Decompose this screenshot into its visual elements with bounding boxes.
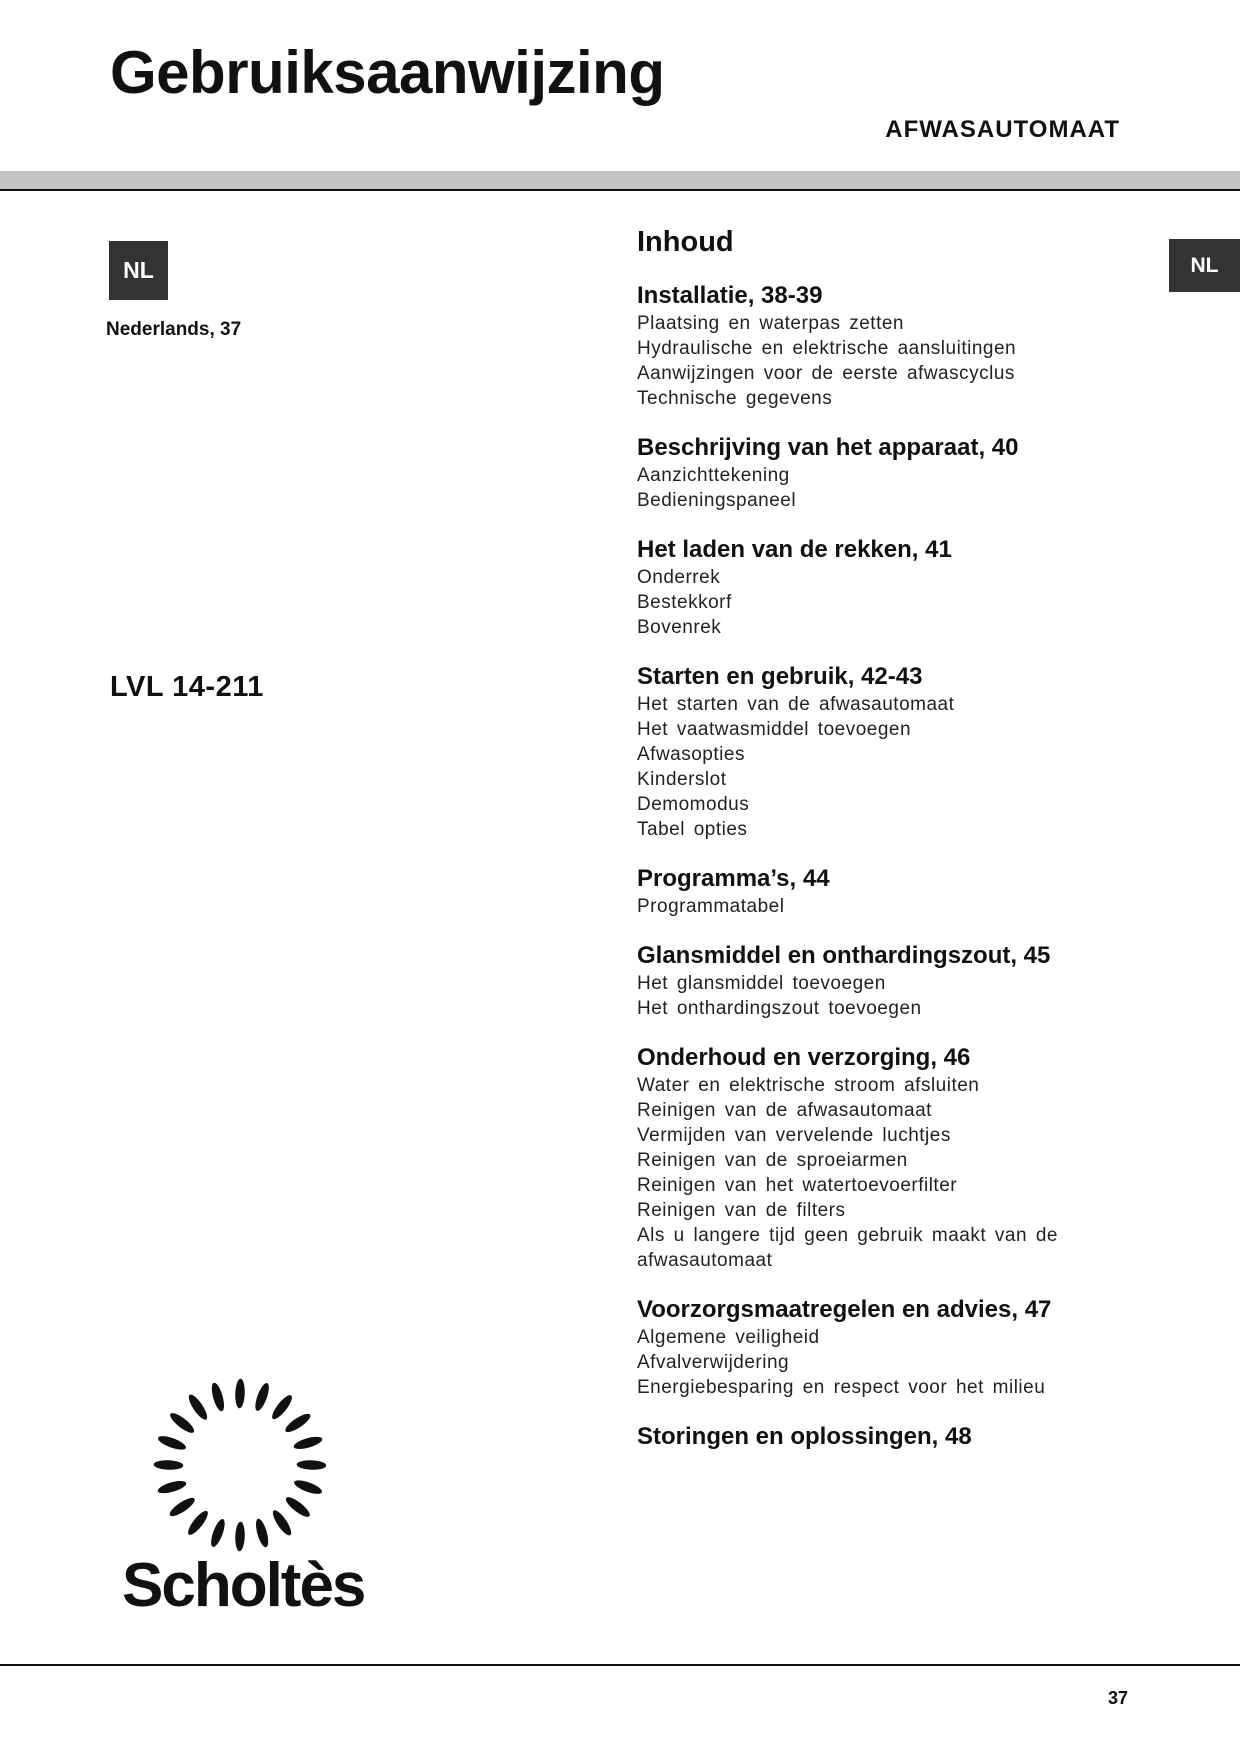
toc-section-title: Het laden van de rekken, 41 bbox=[637, 536, 952, 563]
toc-section bbox=[637, 433, 1107, 513]
toc-item: Reinigen van het watertoevoerfilter bbox=[637, 1175, 958, 1196]
toc-section-title: Installatie, 38-39 bbox=[637, 282, 823, 309]
toc-item: Plaatsing en waterpas zetten bbox=[637, 313, 904, 334]
toc-item: Het starten van de afwasautomaat bbox=[637, 694, 955, 715]
toc-item: Het onthardingszout toevoegen bbox=[637, 998, 922, 1019]
sun-ray bbox=[185, 1509, 212, 1536]
footer-divider bbox=[0, 1664, 1240, 1666]
toc-section-list bbox=[637, 281, 1107, 1452]
product-type: AFWASAUTOMAAT bbox=[885, 116, 1120, 143]
toc-section-title: Storingen en oplossingen, 48 bbox=[637, 1423, 972, 1450]
toc-section-title: Programma’s, 44 bbox=[637, 865, 830, 892]
toc-item: Bovenrek bbox=[637, 617, 722, 638]
sun-ray bbox=[158, 1433, 186, 1452]
header-divider-bar bbox=[0, 171, 1240, 191]
sun-ray bbox=[208, 1519, 227, 1547]
brand-name: Scholtès bbox=[122, 1551, 365, 1620]
page-title: Gebruiksaanwijzing bbox=[110, 39, 665, 106]
toc-item: Bestekkorf bbox=[637, 592, 732, 613]
language-page-reference: Nederlands, 37 bbox=[106, 319, 242, 340]
sun-ray bbox=[155, 1479, 189, 1496]
toc-item: Afvalverwijdering bbox=[637, 1352, 790, 1373]
sun-ray bbox=[253, 1383, 272, 1411]
toc-item: Kinderslot bbox=[637, 769, 727, 790]
sun-ray bbox=[270, 1507, 293, 1539]
sun-ray bbox=[235, 1377, 245, 1410]
toc-item: afwasautomaat bbox=[637, 1250, 773, 1271]
toc-item: Energiebesparing en respect voor het milieu bbox=[637, 1377, 1046, 1398]
toc-item: Bedieningspaneel bbox=[637, 490, 797, 511]
toc-section-title: Beschrijving van het apparaat, 40 bbox=[637, 434, 1019, 461]
toc-item: Aanwijzingen voor de eerste afwascyclus bbox=[637, 363, 1015, 384]
toc-item: Programmatabel bbox=[637, 896, 785, 917]
table-of-contents bbox=[637, 226, 1107, 1474]
toc-item: Als u langere tijd geen gebruik maakt van de bbox=[637, 1225, 1058, 1246]
toc-item: Aanzichttekening bbox=[637, 465, 790, 486]
toc-item: Reinigen van de afwasautomaat bbox=[637, 1100, 932, 1121]
toc-heading: Inhoud bbox=[637, 226, 734, 258]
sun-ray bbox=[254, 1516, 271, 1550]
toc-section-title: Starten en gebruik, 42-43 bbox=[637, 663, 923, 690]
toc-section bbox=[637, 1295, 1107, 1400]
page-number: 37 bbox=[1107, 1688, 1128, 1708]
toc-item: Technische gegevens bbox=[637, 388, 833, 409]
sun-ray bbox=[282, 1411, 314, 1434]
toc-section-title: Glansmiddel en onthardingszout, 45 bbox=[637, 942, 1051, 969]
toc-item: Algemene veiligheid bbox=[637, 1327, 820, 1348]
toc-item: Demomodus bbox=[637, 794, 750, 815]
toc-item: Tabel opties bbox=[637, 819, 748, 840]
toc-item: Afwasopties bbox=[637, 744, 745, 765]
sun-ray bbox=[186, 1391, 209, 1423]
toc-section bbox=[637, 864, 1107, 919]
model-number: LVL 14-211 bbox=[110, 671, 264, 703]
toc-item: Reinigen van de filters bbox=[637, 1200, 846, 1221]
sun-ray bbox=[269, 1394, 296, 1421]
toc-section bbox=[637, 1422, 1107, 1452]
toc-section-title: Voorzorgsmaatregelen en advies, 47 bbox=[637, 1296, 1052, 1323]
sun-ray bbox=[166, 1495, 198, 1518]
toc-item: Onderrek bbox=[637, 567, 721, 588]
sun-ray bbox=[295, 1460, 328, 1470]
toc-item: Het glansmiddel toevoegen bbox=[637, 973, 886, 994]
toc-section bbox=[637, 941, 1107, 1021]
toc-section bbox=[637, 1043, 1107, 1273]
toc-item: Hydraulische en elektrische aansluitingen bbox=[637, 338, 1017, 359]
sun-ray bbox=[291, 1434, 325, 1451]
sun-ray bbox=[169, 1410, 196, 1437]
sun-ray bbox=[294, 1478, 322, 1497]
sun-ray bbox=[284, 1494, 311, 1521]
toc-item: Reinigen van de sproeiarmen bbox=[637, 1150, 908, 1171]
toc-section bbox=[637, 281, 1107, 411]
sun-ray bbox=[235, 1520, 245, 1553]
toc-item: Het vaatwasmiddel toevoegen bbox=[637, 719, 912, 740]
language-badge: NL bbox=[109, 241, 168, 300]
toc-section-title: Onderhoud en verzorging, 46 bbox=[637, 1044, 971, 1071]
toc-item: Water en elektrische stroom afsluiten bbox=[637, 1075, 980, 1096]
language-tab: NL bbox=[1169, 239, 1240, 292]
sun-ray bbox=[152, 1460, 185, 1470]
toc-section bbox=[637, 662, 1107, 842]
toc-item: Vermijden van vervelende luchtjes bbox=[637, 1125, 951, 1146]
sun-ray bbox=[209, 1380, 226, 1414]
sun-logo-icon bbox=[150, 1375, 330, 1555]
brand-logo bbox=[120, 1375, 365, 1625]
toc-section bbox=[637, 535, 1107, 640]
